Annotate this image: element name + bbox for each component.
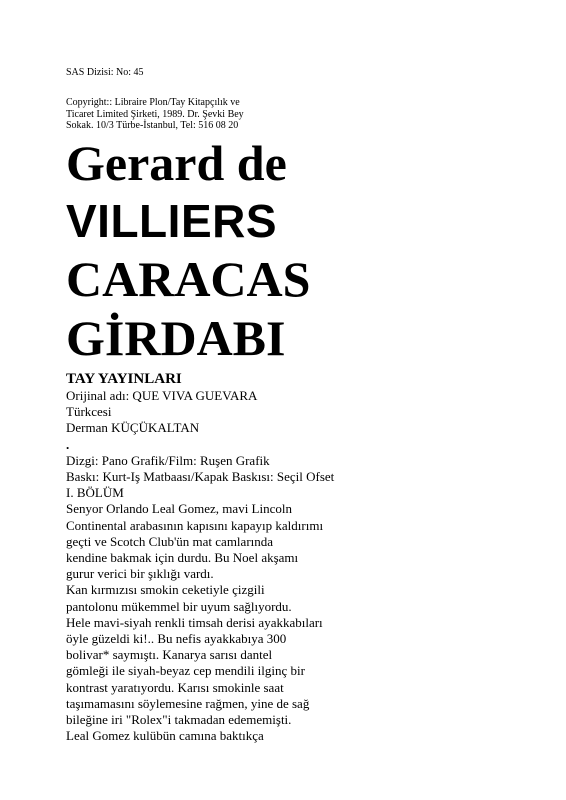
- text-line: geçti ve Scotch Club'ün mat camlarında: [66, 533, 274, 549]
- text-line: kontrast yaratıyordu. Karısı smokinle saat: [66, 679, 284, 695]
- separator-dot: .: [66, 436, 70, 452]
- text-line: gurur verici bir şıklığı vardı.: [66, 566, 214, 582]
- text-line: pantolonu mükemmel bir uyum sağlıyordu.: [66, 598, 292, 614]
- copyright-line: Copyright:: Libraire Plon/Tay Kitapçılık ve: [66, 97, 240, 108]
- copyright-line: Sokak. 10/3 Türbe-İstanbul, Tel: 516 08 20: [66, 120, 239, 131]
- publisher-name: TAY YAYINLARI: [66, 371, 182, 387]
- copyright-line: Ticaret Limited Şirketi, 1989. Dr. Şevki Bey: [66, 108, 244, 120]
- text-line: öyle güzeldi ki!.. Bu nefis ayakkabıya 300: [66, 631, 287, 647]
- chapter-heading: I. BÖLÜM: [66, 485, 124, 501]
- translation-language: Türkcesi: [66, 404, 112, 420]
- series-number: SAS Dizisi: No: 45: [66, 67, 144, 78]
- typesetting-credit: Dizgi: Pano Grafik/Film: Ruşen Grafik: [66, 452, 270, 468]
- text-line: kendine bakmak için durdu. Bu Noel akşamı: [66, 550, 299, 566]
- printing-credit: Baskı: Kurt-Iş Matbaası/Kapak Baskısı: Seçil Ofset: [66, 469, 335, 485]
- translator-name: Derman KÜÇÜKALTAN: [66, 420, 200, 436]
- text-line: Kan kırmızısı smokin ceketiyle çizgili: [66, 582, 265, 598]
- text-line: gömleği ile siyah-beyaz cep mendili ilginç bir: [66, 663, 305, 679]
- text-line: bolivar* saymıştı. Kanarya sarısı dantel: [66, 647, 273, 663]
- original-title: Orijinal adı: QUE VIVA GUEVARA: [66, 388, 258, 403]
- text-line: Leal Gomez kulübün camına baktıkça: [66, 728, 264, 744]
- text-line: Hele mavi-siyah renkli timsah derisi ayakkabıları: [66, 614, 323, 630]
- author-last-name: VILLIERS: [66, 195, 278, 247]
- copyright-notice: [66, 97, 244, 132]
- text-line: Continental arabasının kapısını kapayıp kaldırımı: [66, 517, 324, 533]
- book-title-line-2: GİRDABI: [66, 310, 286, 366]
- text-line: bileğine iri "Rolex"i takmadan edememişti.: [66, 712, 292, 728]
- text-line: taşımamasını söylemesine rağmen, yine de sağ: [66, 695, 310, 711]
- author-first-name: Gerard de: [66, 135, 287, 191]
- text-line: Senyor Orlando Leal Gomez, mavi Lincoln: [66, 501, 292, 517]
- book-title-line-1: CARACAS: [66, 251, 311, 307]
- body-text: [66, 388, 334, 744]
